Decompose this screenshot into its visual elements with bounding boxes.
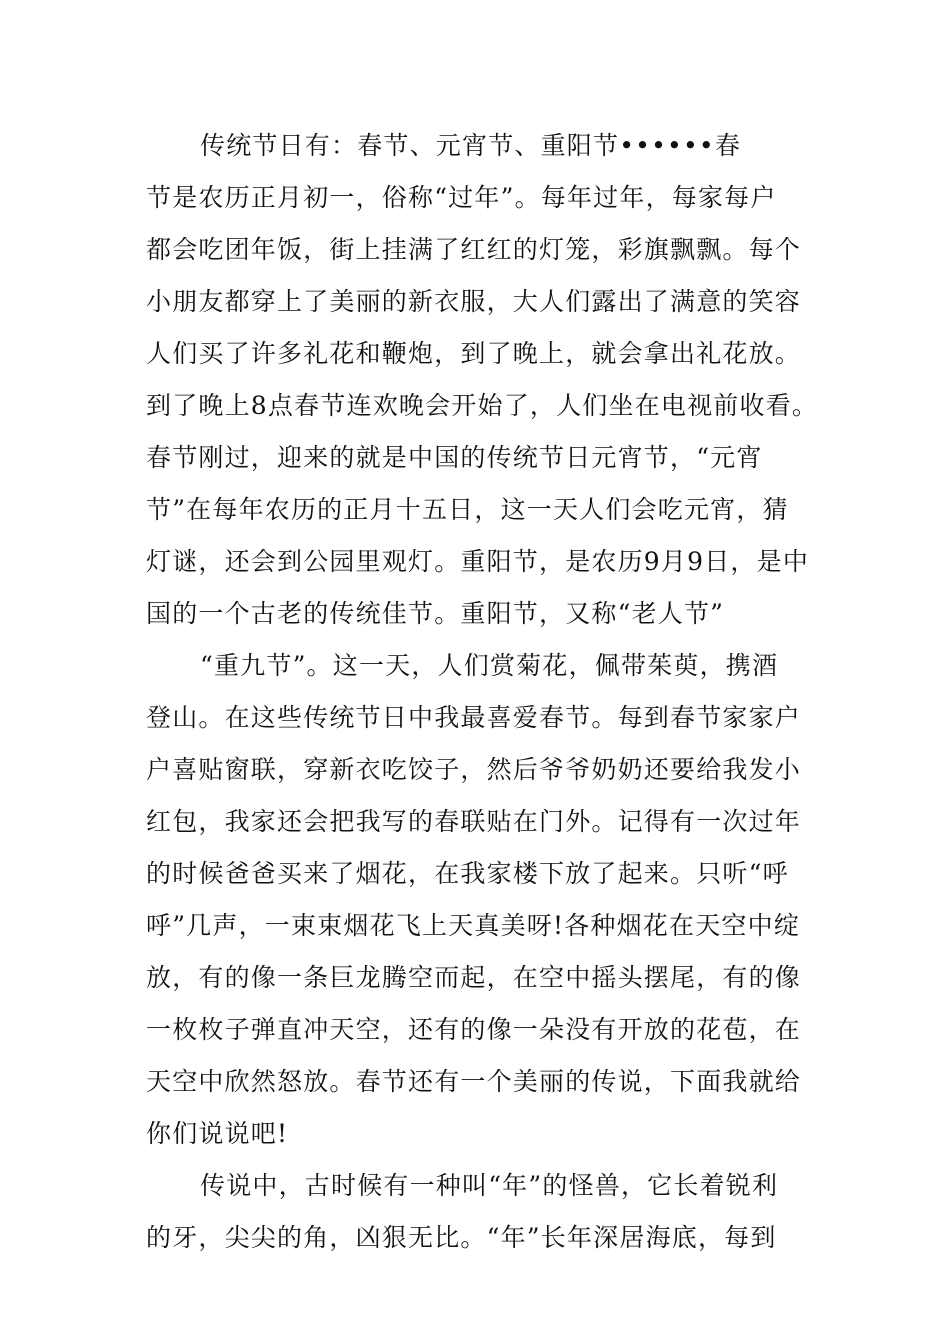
text-line: 的时候爸爸买来了烟花，在我家楼下放了起来。只听“呼 — [146, 859, 789, 888]
text-line: 都会吃团年饭，街上挂满了红红的灯笼，彩旗飘飘。每个 — [146, 235, 802, 264]
text-line: “重九节”。这一天，人们赏菊花，佩带茱萸，携酒 — [200, 651, 779, 680]
text-line: 呼”几声，一束束烟花飞上天真美呀!各种烟花在天空中绽 — [146, 911, 801, 940]
text-line: 灯谜，还会到公园里观灯。重阳节，是农历9月9日，是中 — [146, 547, 810, 576]
text-line: 你们说说吧! — [146, 1119, 289, 1148]
text-line: 国的一个古老的传统佳节。重阳节，又称“老人节” — [146, 599, 725, 628]
text-line: 户喜贴窗联，穿新衣吃饺子，然后爷爷奶奶还要给我发小 — [146, 755, 802, 784]
text-line: 节是农历正月初一，俗称“过年”。每年过年，每家每户 — [146, 183, 777, 212]
text-line: 天空中欣然怒放。春节还有一个美丽的传说，下面我就给 — [146, 1067, 802, 1096]
text-line: 小朋友都穿上了美丽的新衣服，大人们露出了满意的笑容 — [146, 287, 802, 316]
text-line: 登山。在这些传统节日中我最喜爱春节。每到春节家家户 — [146, 703, 802, 732]
text-line: 节”在每年农历的正月十五日，这一天人们会吃元宵，猜 — [146, 495, 789, 524]
text-line: 春节刚过，迎来的就是中国的传统节日元宵节，“元宵 — [146, 443, 763, 472]
text-line: 红包，我家还会把我写的春联贴在门外。记得有一次过年 — [146, 807, 802, 836]
text-line: 放，有的像一条巨龙腾空而起，在空中摇头摆尾，有的像 — [146, 963, 802, 992]
text-line: 到了晚上8点春节连欢晚会开始了，人们坐在电视前收看。 — [146, 391, 819, 420]
text-line: 传说中，古时候有一种叫“年”的怪兽，它长着锐利 — [200, 1171, 779, 1200]
text-line: 传统节日有：春节、元宵节、重阳节••••••春 — [200, 131, 742, 160]
text-line: 人们买了许多礼花和鞭炮，到了晚上，就会拿出礼花放。 — [146, 339, 802, 368]
text-line: 的牙，尖尖的角，凶狠无比。“年”长年深居海底，每到 — [146, 1223, 777, 1252]
text-line: 一枚枚子弹直冲天空，还有的像一朵没有开放的花苞，在 — [146, 1015, 802, 1044]
